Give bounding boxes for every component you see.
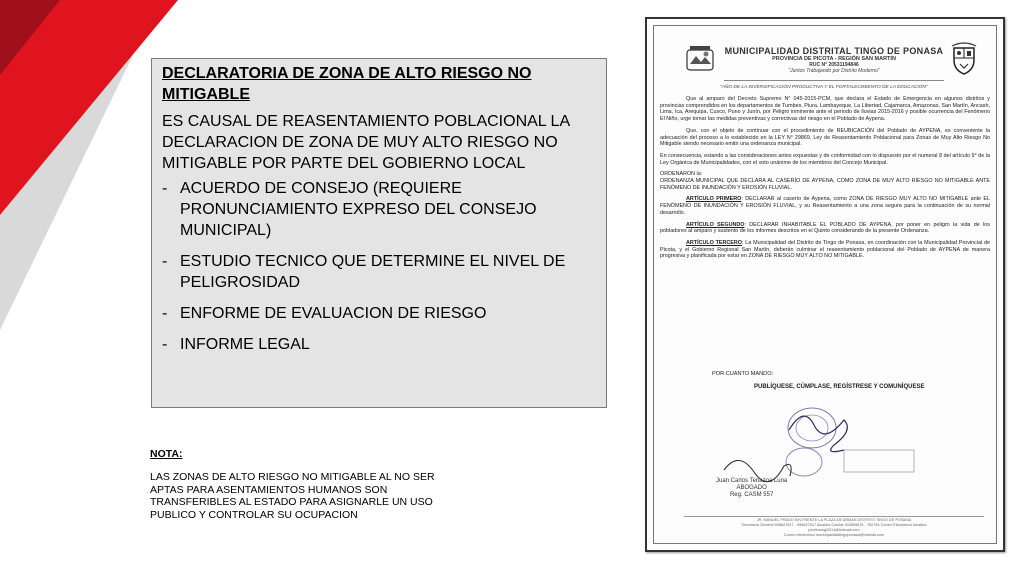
document-footer (684, 518, 984, 538)
signer-name: Juan Carlos Tenazoa Luna (716, 478, 788, 484)
requirement-text: ACUERDO DE CONSEJO (REQUIERE PRONUNCIAMIENTO EXPRESO DEL CONSEJO MUNICIPAL) (180, 180, 537, 239)
municipality-name: MUNICIPALIDAD DISTRITAL TINGO DE PONASA (724, 46, 944, 56)
signatures-and-stamps (694, 400, 984, 490)
footer-email-secondary: Correo electrónico municipalidadtingoponasa@hotmail.com (783, 533, 885, 537)
note-title: NOTA: (150, 448, 183, 460)
dash-bullet: - (162, 253, 168, 270)
article-2 (660, 222, 990, 235)
article-1-text: : DECLARAR al caserío de Aypena, como ZONA DE RIESGO MUY ALTO NO MITIGABLE ante EL FENÓMENO DE INUNDACIÓN Y EROSIÓN FLUVIAL, y su Reasentamiento a una zona segura para la continuación de su normal desarrollo. (660, 196, 990, 216)
requirement-text: ESTUDIO TECNICO QUE DETERMINE EL NIVEL DE PELIGROSIDAD (180, 253, 566, 291)
document-body (660, 96, 990, 265)
declaratoria-box (151, 58, 607, 408)
footer-divider (684, 516, 984, 517)
article-1-heading: ARTÍCULO PRIMERO (686, 196, 742, 203)
requirement-text: INFORME LEGAL (180, 336, 310, 353)
requirement-item (162, 303, 596, 324)
ordinance-document (645, 17, 1005, 552)
body-paragraph: Que al amparo del Decreto Supremo N° 045-2015-PCM, que declara el Estado de Emergencia en algunos distritos y provincias comprendidos en los departamentos de Tumbes, Piura, Lambayeque, La Libertad, Cajamarca, Amazonas, San Martín, Ancash, Lima, Ica, Arequipa, Cusco, Puno y Junín, por Peligro inminente ante el periodo de lluvias 2015-2016 y posible ocurrencia del Fenómeno El Niño, urge tomar las medidas preventivas y correctivas del riesgo en el Poblado de Aypena. (660, 96, 990, 123)
body-paragraph: En consecuencia, estando a las consideraciones antes expuestas y de conformidad con lo dispuesto por el numeral 8 del artículo 9° de la Ley Orgánica de Municipalidades, con el voto unánime de los miembros del Concejo Municipal. (660, 152, 990, 166)
por-cuanto: POR CUANTO MANDO: (712, 371, 774, 377)
year-name: "AÑO DE LA DIVERSIFICACIÓN PRODUCTIVA Y EL FORTALECIMIENTO DE LA EDUCACIÓN" (720, 85, 928, 90)
document-page (653, 25, 997, 544)
note-text: LAS ZONAS DE ALTO RIESGO NO MITIGABLE AL NO SER APTAS PARA ASENTAMIENTOS HUMANOS SON TRANSFERIBLES AL ESTADO PARA ASIGNARLE UN USO PUBLICO Y CONTROLAR SU OCUPACION (150, 471, 435, 521)
requirements-list (162, 178, 596, 355)
header-divider (724, 80, 944, 81)
footer-phones: Secretaría General 998627817 - 998627817 Alcaldía Celular 942855876 - 782784 Correo Electrónico Alcaldía (741, 523, 927, 527)
article-3 (660, 240, 990, 260)
article-3-heading: ARTÍCULO TERCERO (686, 239, 742, 246)
round-stamp-inner (796, 415, 828, 441)
ordinance-title: ORDENANZA MUNICIPAL QUE DECLARA AL CASERÍO DE AYPENA, COMO ZONA DE MUY ALTO RIESGO NO MITIGABLE ANTE FENÓMENO DE INUNDACIÓN Y EROSIÓN FLUVIAL. (660, 178, 990, 191)
publiquese-line: PUBLÍQUESE, CÚMPLASE, REGÍSTRESE Y COMUNÍQUESE (754, 384, 925, 390)
ordenaron-line: ORDENARON la: (660, 171, 703, 178)
document-header (724, 46, 944, 74)
province-line: PROVINCIA DE PICOTA - REGIÓN SAN MARTIN (772, 56, 896, 62)
requirement-item (162, 251, 596, 293)
article-1 (660, 196, 990, 216)
signer-block (716, 478, 787, 499)
requirement-text: ENFORME DE EVALUACION DE RIESGO (180, 305, 487, 322)
box-paragraph: ES CAUSAL DE REASENTAMIENTO POBLACIONAL LA DECLARACION DE ZONA DE MUY ALTO RIESGO NO MITIGABLE POR PARTE DEL GOBIERNO LOCAL (162, 113, 570, 172)
signer-role: ABOGADO (736, 485, 767, 491)
municipal-crest-icon (684, 44, 716, 74)
article-2-heading: ARTÍCULO SEGUNDO (686, 221, 745, 228)
round-stamp (788, 408, 836, 448)
dash-bullet: - (162, 336, 168, 353)
dash-bullet: - (162, 305, 168, 322)
footer-email: jmotirosegi2014@hotmail.com (808, 528, 860, 532)
slogan: "Juntos Trabajando por Distrito Moderno" (788, 68, 880, 74)
signer-registration: Reg. CASM 557 (729, 492, 774, 498)
ruc-line: RUC N° 20531194846 (809, 62, 859, 68)
dash-bullet: - (162, 180, 168, 197)
rect-stamp (844, 450, 914, 472)
body-paragraph: Que, con el objeto de continuar con el procedimiento de REUBICACIÓN del Poblado de AYPENA, es conveniente la adecuación del proceso a lo establecido en la LEY N° 29869, Ley de Reasentamiento Poblacional para Zonas de Muy Alto Riesgo No Mitigable siendo necesario emitir una ordenanza municipal. (660, 127, 990, 148)
article-2-text: : DECLARAR INHABITABLE EL POBLADO DE AYPENA, por poner en peligro la vida de los pobladores al amparo y sustento de los informes descritos en el Quinto considerando de la presente Ordenanza. (660, 221, 990, 235)
peru-shield-icon (950, 42, 978, 76)
requirement-item (162, 178, 596, 241)
footer-address: JR. MANUEL PRADO S/N FRENTE LA PLAZA DE ARMAS DISTRITO TINGO DE PONASA (756, 518, 912, 522)
requirement-item (162, 334, 596, 355)
box-title: DECLARATORIA DE ZONA DE ALTO RIESGO NO MITIGABLE (162, 65, 532, 103)
article-3-text: : La Municipalidad del Distrito de Tingo de Ponasa, en coordinación con la Municipalidad Provincial de Picota, y el Gobierno Regional San Martín, deberán culminar el reasentamiento poblacional del Poblado de AYPENA de manera progresiva y planificada por estar en ZONA DE RIESGO MUY ALTO NO MITIGABLE. (660, 239, 991, 260)
